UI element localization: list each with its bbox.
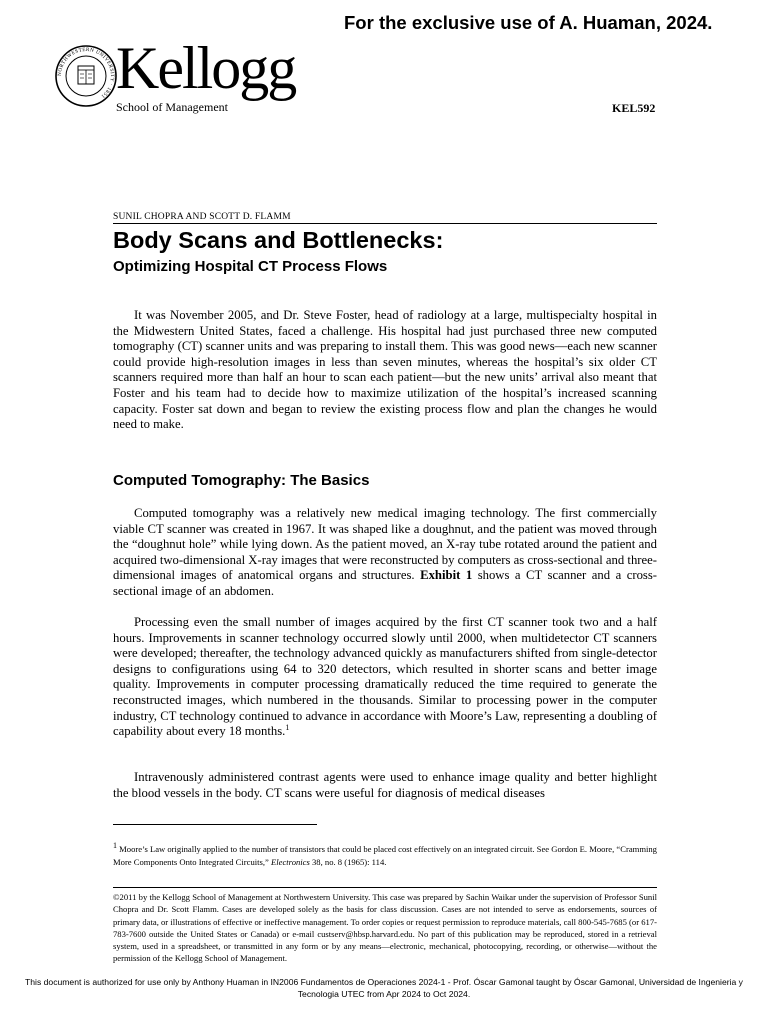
footnote-text: 38, no. 8 (1965): 114.: [312, 856, 387, 867]
svg-text:NORTHWESTERN UNIVERSITY · 1851: NORTHWESTERN UNIVERSITY · 1851: [56, 46, 116, 100]
paragraph-text: shows a CT scanner and a cross-sectional image of an abdomen.: [113, 568, 658, 598]
body-paragraph-1: [113, 506, 657, 600]
authorization-watermark: This document is authorized for use only by Anthony Huaman in IN2006 Fundamentos de Operaciones 2024-1 - Prof. Óscar Gamonal taught by Óscar Gamonal, Universidad de Ingenieria y Tecnologia UTEC from Apr 2024 to Oct 2024.: [25, 977, 743, 999]
intro-paragraph: It was November 2005, and Dr. Steve Foster, head of radiology at a large, multispecialty hospital in the Midwestern United States, faced a challenge. His hospital had just purchased three new computed tomography (CT) scanner units and was preparing to install them. This was good news—each new scanner could provide high-resolution images in less than seven minutes, whereas the hospital’s six older CT scanners required more than half an hour to scan each patient—but the new units’ arrival also meant that Foster and his team had to decide how to maximize utilization of the hospital’s increased scanning capacity. Foster sat down and began to review the existing process flow and plan the changes he would need to make.: [113, 308, 657, 432]
paragraph-text: Computed tomography was a relatively new medical imaging technology. The first commercially viable CT scanner was created in 1967. It was shaped like a doughnut, and the patient was moved through the “doughnut hole” while lying down. As the patient moved, an X-ray tube rotated around the patient and acquired two-dimensional X-ray images that were reconstructed by computers as cross-sectional and three-dimensional images of anatomical organs and structures.: [113, 506, 657, 583]
authors-line: SUNIL CHOPRA AND SCOTT D. FLAMM: [113, 212, 291, 222]
exhibit-reference: Exhibit 1: [420, 568, 473, 583]
case-code: KEL592: [612, 101, 656, 115]
case-subtitle: Optimizing Hospital CT Process Flows: [113, 258, 388, 275]
school-name: School of Management: [116, 100, 228, 114]
journal-name: Electronics: [271, 856, 310, 867]
case-title: Body Scans and Bottlenecks:: [113, 227, 444, 253]
title-rule: [113, 223, 657, 224]
footnote-text: Moore’s Law originally applied to the number of transistors that could be placed cost effectively on an integrated circuit. See Gordon E. Moore, “Cramming More Components Onto Integrated Circuits,”: [113, 844, 657, 867]
footnote-reference: 1: [285, 722, 290, 732]
body-paragraph-3: Intravenously administered contrast agents were used to enhance image quality and better highlight the blood vessels in the body. CT scans were useful for diagnosis of medical diseases: [113, 770, 657, 800]
footnote-marker: 1: [113, 841, 117, 851]
copyright-notice: ©2011 by the Kellogg School of Management at Northwestern University. This case was prepared by Sachin Waikar under the supervision of Professor Sunil Chopra and Dr. Scott Flamm. Cases are developed solely as the basis for class discussion. Cases are not intended to serve as endorsements, sources of primary data, or illustrations of effective or ineffective management. To order copies or request permission to reproduce materials, call 800-545-7685 (or 617-783-7600 outside the United States or Canada) or e-mail custserv@hbsp.harvard.edu. No part of this publication may be reproduced, stored in a retrieval system, used in a spreadsheet, or transmitted in any form or by any means—electronic, mechanical, photocopying, recording, or otherwise—without the permission of the Kellogg School of Management.: [113, 892, 657, 964]
footnote: [113, 843, 657, 868]
body-paragraph-2: [113, 615, 657, 740]
kellogg-wordmark: Kellogg: [116, 35, 296, 101]
exclusive-use-watermark: For the exclusive use of A. Huaman, 2024.: [344, 12, 713, 33]
section-heading: Computed Tomography: The Basics: [113, 472, 370, 489]
northwestern-seal-logo: [54, 44, 118, 108]
copyright-rule: [113, 887, 657, 888]
paragraph-text: Processing even the small number of images acquired by the first CT scanner took two and a half hours. Improvements in scanner technology occurred slowly until 2000, when multidetector CT scanners were developed; thereafter, the technology advanced quickly as manufacturers shifted from single-detector designs to configurations using 64 to 320 detectors, which resulted in shorter scans and better image quality. Improvements in computer processing dramatically reduced the time required to generate the reconstructed images, which numbered in the thousands. Similar to processing power in the computer industry, CT technology continued to advance in accordance with Moore’s Law, representing a doubling of capability about every 18 months.: [113, 615, 657, 739]
footnote-separator: [113, 824, 317, 825]
